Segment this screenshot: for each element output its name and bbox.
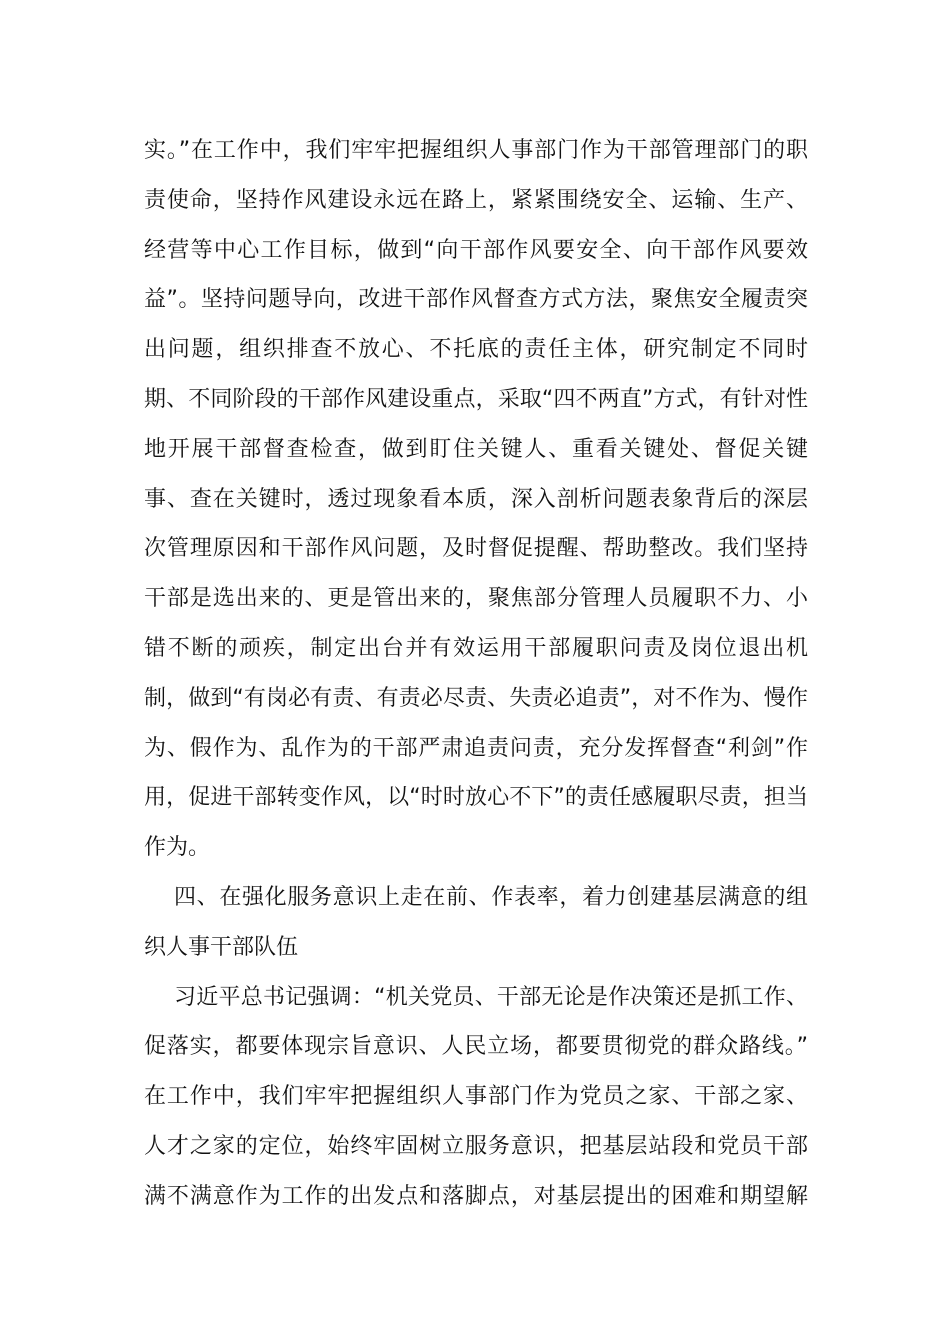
section-heading-line: 四、在强化服务意识上走在前、作表率，着力创建基层满意的组 [174,884,808,910]
text-line: 制，做到“有岗必有责、有责必尽责、失责必追责”，对不作为、慢作 [144,685,808,711]
section-heading-line: 织人事干部队伍 [144,934,299,960]
text-line: 期、不同阶段的干部作风建设重点，采取“四不两直”方式，有针对性 [144,386,808,412]
text-line: 实。”在工作中，我们牢牢把握组织人事部门作为干部管理部门的职 [144,138,808,163]
text-line: 益”。坚持问题导向，改进干部作风督查方式方法，聚焦安全履责突 [144,287,808,313]
text-line: 满不满意作为工作的出发点和落脚点，对基层提出的困难和期望解 [144,1183,808,1209]
text-line: 促落实，都要体现宗旨意识、人民立场，都要贯彻党的群众路线。” [144,1034,808,1060]
text-line: 地开展干部督查检查，做到盯住关键人、重看关键处、督促关键 [144,436,808,462]
text-line: 次管理原因和干部作风问题，及时督促提醒、帮助整改。我们坚持 [144,536,808,562]
text-line: 出问题，组织排查不放心、不托底的责任主体，研究制定不同时 [144,337,808,363]
text-line: 错不断的顽疾，制定出台并有效运用干部履职问责及岗位退出机 [144,635,808,661]
text-line: 作为。 [144,835,211,861]
text-line: 用，促进干部转变作风，以“时时放心不下”的责任感履职尽责，担当 [144,785,808,811]
text-line: 干部是选出来的、更是管出来的，聚焦部分管理人员履职不力、小 [144,586,808,612]
text-line: 习近平总书记强调：“机关党员、干部无论是作决策还是抓工作、 [174,984,808,1010]
text-line: 为、假作为、乱作为的干部严肃追责问责，充分发挥督查“利剑”作 [144,735,808,761]
text-line: 责使命，坚持作风建设永远在路上，紧紧围绕安全、运输、生产、 [144,187,808,213]
text-line: 在工作中，我们牢牢把握组织人事部门作为党员之家、干部之家、 [144,1084,808,1110]
text-line: 人才之家的定位，始终牢固树立服务意识，把基层站段和党员干部 [144,1133,808,1159]
text-line: 经营等中心工作目标，做到“向干部作风要安全、向干部作风要效 [144,237,808,263]
text-line: 事、查在关键时，透过现象看本质，深入剖析问题表象背后的深层 [144,486,808,512]
body-text [144,126,808,1222]
